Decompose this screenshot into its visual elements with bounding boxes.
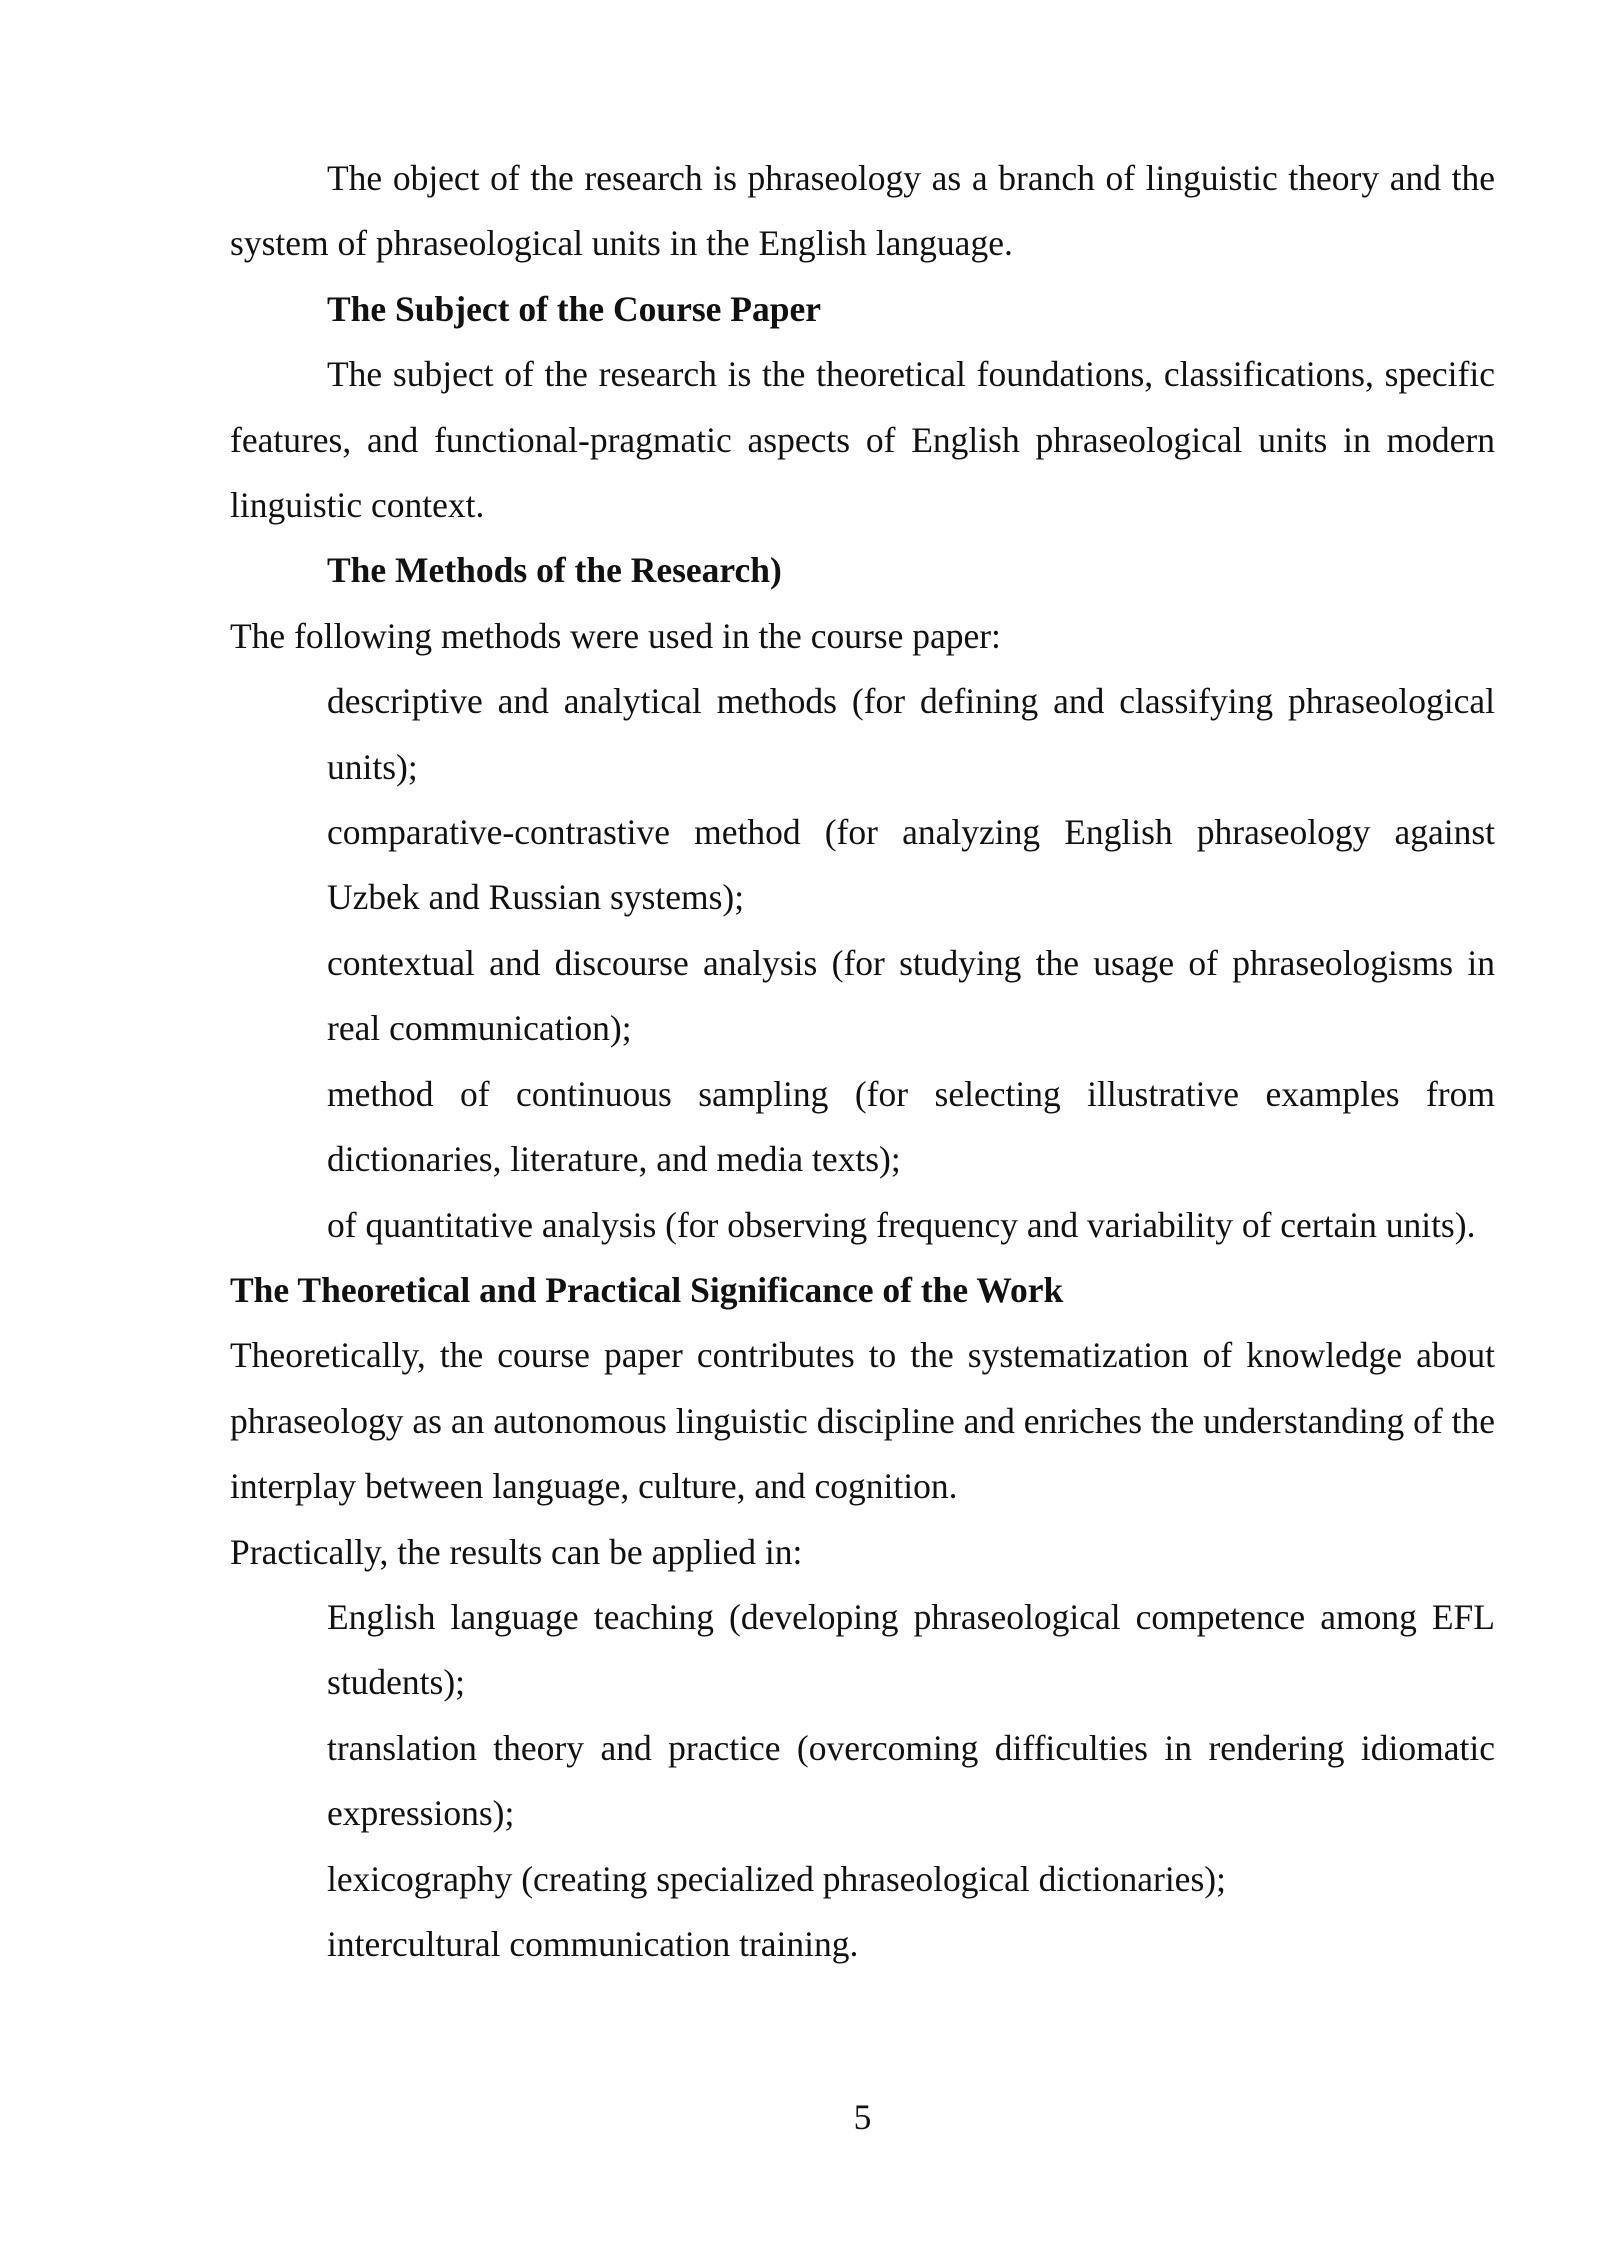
methods-list — [230, 669, 1495, 1258]
page-number: 5 — [853, 2097, 872, 2137]
methods-intro: The following methods were used in the course paper: — [230, 615, 1001, 656]
practical-list — [230, 1585, 1495, 1977]
list-item: intercultural communication training. — [327, 1923, 859, 1964]
document-page — [230, 146, 1495, 1977]
significance-heading: The Theoretical and Practical Significance of the Work — [230, 1269, 1064, 1310]
list-item: translation theory and practice (overcoming difficulties in rendering idiomatic expressions); — [327, 1727, 1495, 1834]
practical-intro: Practically, the results can be applied in: — [230, 1531, 803, 1572]
list-item: method of continuous sampling (for selecting illustrative examples from dictionaries, literature, and media texts); — [327, 1073, 1495, 1180]
theoretical-paragraph: Theoretically, the course paper contributes to the systematization of knowledge about phraseology as an autonomous linguistic discipline and enriches the understanding of the interplay between language, culture, and cognition. — [230, 1335, 1495, 1507]
list-item: lexicography (creating specialized phraseological dictionaries); — [327, 1858, 1226, 1899]
methods-heading: The Methods of the Research) — [327, 550, 782, 591]
list-item: comparative-contrastive method (for analyzing English phraseology against Uzbek and Russian systems); — [327, 812, 1495, 918]
list-item: contextual and discourse analysis (for studying the usage of phraseologisms in real communication); — [327, 942, 1495, 1049]
list-item: descriptive and analytical methods (for defining and classifying phraseological units); — [327, 681, 1495, 787]
subject-heading: The Subject of the Course Paper — [327, 288, 821, 329]
list-item: of quantitative analysis (for observing frequency and variability of certain units). — [327, 1204, 1476, 1245]
list-item: English language teaching (developing phraseological competence among EFL students); — [327, 1596, 1495, 1703]
subject-paragraph: The subject of the research is the theoretical foundations, classifications, specific features, and functional-pragmatic aspects of English phraseological units in modern linguistic context. — [230, 354, 1495, 526]
object-paragraph: The object of the research is phraseology as a branch of linguistic theory and the system of phraseological units in the English language. — [230, 158, 1495, 264]
